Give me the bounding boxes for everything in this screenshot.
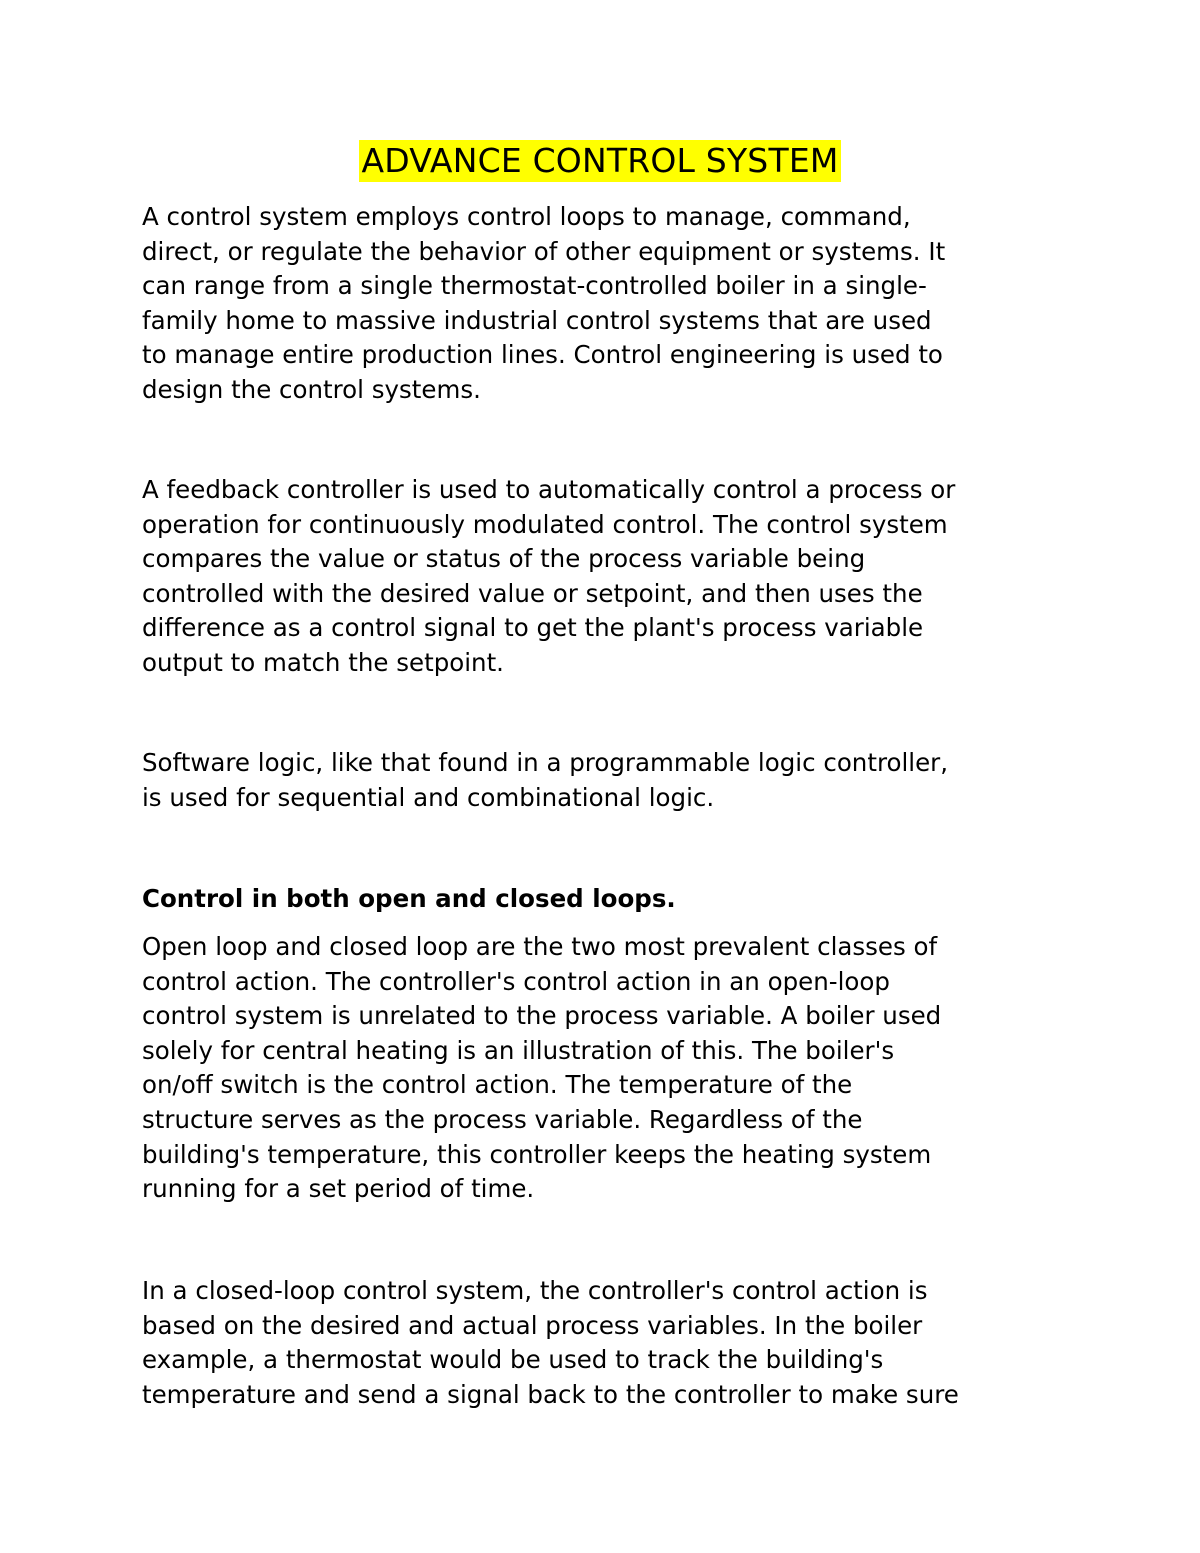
paragraph-line: example, a thermostat would be used to track the building's [142,1345,884,1375]
paragraph-line: compares the value or status of the process variable being [142,544,866,574]
paragraph-line: based on the desired and actual process variables. In the boiler [142,1310,923,1340]
paragraph-line: solely for central heating is an illustration of this. The boiler's [142,1035,895,1065]
paragraph-line: A control system employs control loops to manage, command, [142,202,911,231]
document-title: ADVANCE CONTROL SYSTEM [361,141,839,180]
paragraph-control-system-intro [142,200,1072,408]
paragraph-line: to manage entire production lines. Control engineering is used to [142,340,943,370]
paragraph-line: running for a set period of time. [142,1174,535,1204]
paragraph-line: In a closed-loop control system, the controller's control action is [142,1276,928,1305]
paragraph-line: control action. The controller's control action in an open-loop [142,966,890,996]
paragraph-line: on/off switch is the control action. The temperature of the [142,1070,853,1100]
paragraph-feedback-controller [142,473,1072,681]
paragraph-line: Software logic, like that found in a programmable logic controller, [142,748,949,777]
paragraph-line: Open loop and closed loop are the two most prevalent classes of [142,932,938,961]
paragraph-line: can range from a single thermostat-controlled boiler in a single- [142,271,927,301]
paragraph-line: temperature and send a signal back to the controller to make sure [142,1379,959,1409]
paragraph-closed-loop-system [142,1274,1072,1412]
title-wrapper [0,140,1200,182]
paragraph-line: operation for continuously modulated control. The control system [142,509,948,539]
paragraph-line: family home to massive industrial control systems that are used [142,305,932,335]
paragraph-line: is used for sequential and combinational logic. [142,782,715,812]
paragraph-line: difference as a control signal to get the plant's process variable [142,613,924,643]
paragraph-line: design the control systems. [142,374,481,404]
paragraph-line: A feedback controller is used to automatically control a process or [142,475,956,504]
paragraph-line: controlled with the desired value or setpoint, and then uses the [142,578,923,608]
paragraph-open-closed-loop [142,930,1072,1207]
paragraph-line: building's temperature, this controller keeps the heating system [142,1139,932,1169]
section-heading: Control in both open and closed loops. [142,884,676,913]
paragraph-line: structure serves as the process variable. Regardless of the [142,1104,863,1134]
paragraph-line: output to match the setpoint. [142,647,504,677]
paragraph-line: control system is unrelated to the process variable. A boiler used [142,1001,942,1031]
paragraph-line: direct, or regulate the behavior of other equipment or systems. It [142,236,946,266]
paragraph-software-logic [142,746,1072,815]
